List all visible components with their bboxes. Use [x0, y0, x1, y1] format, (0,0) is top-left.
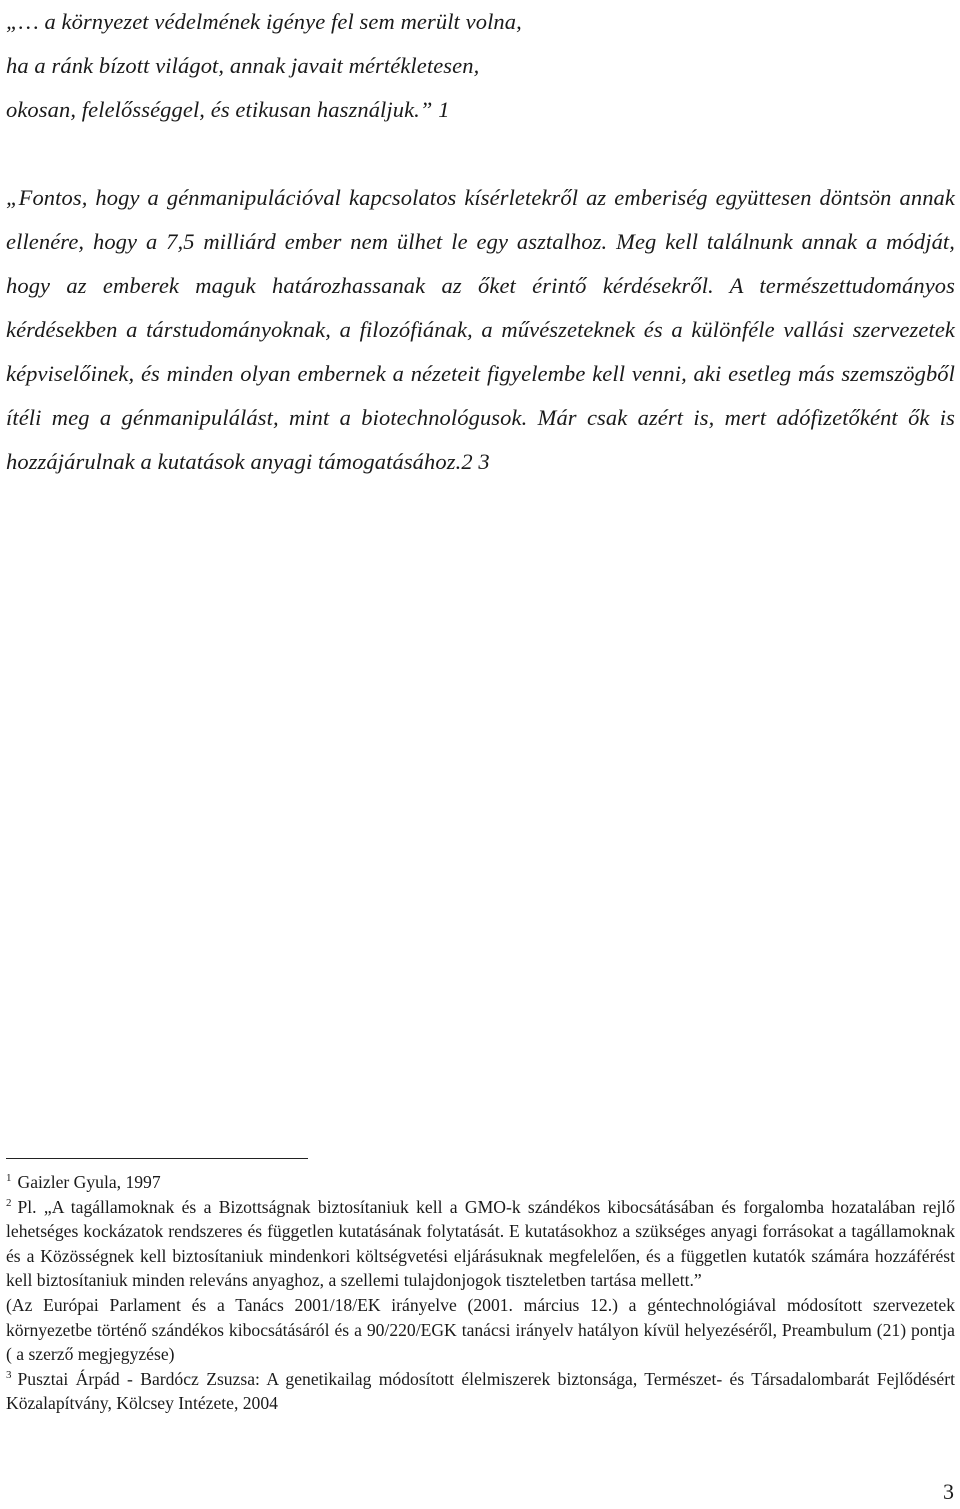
footnote-3	[6, 1367, 955, 1416]
main-text	[6, 0, 955, 484]
footnote-separator	[6, 1158, 308, 1159]
quote-line: okosan, felelősséggel, és etikusan használjuk.” 1	[6, 97, 450, 122]
quote-line: ha a ránk bízott világot, annak javait mértékletesen,	[6, 53, 480, 78]
footnote-number: 1	[6, 1172, 12, 1184]
footnote-text: Pusztai Árpád - Bardócz Zsuzsa: A genetikailag módosított élelmiszerek biztonsága, Természet- és Társadalombarát Fejlődésért Közalapítvány, Kölcsey Intézete, 2004	[6, 1368, 955, 1414]
footnote-text: Pl. „A tagállamoknak és a Bizottságnak biztosítaniuk kell a GMO-k szándékos kibocsátásában és forgalomba hozatalában rejlő lehetséges kockázatok rendszeres és független kutatásának folytatását. E kutatásokhoz a szükséges anyagi forrásokat a tagállamoknak és a Közösségnek kell biztosítaniuk mindenkori költségvetési eljárásuknak megfelelően, és a független kutatók számára hozzáférést kell biztosítaniuk minden releváns anyaghoz, a szellemi tulajdonjogok tiszteletben tartása mellett.”	[6, 1196, 955, 1291]
page-number: 3	[943, 1479, 954, 1504]
footnote-text: Gaizler Gyula, 1997	[17, 1172, 161, 1192]
footnote-number: 2	[6, 1196, 12, 1209]
footnote-1	[6, 1170, 955, 1195]
footnote-2-continuation: (Az Európai Parlament és a Tanács 2001/18/EK irányelve (2001. március 12.) a géntechnológiával módosított szervezetek környezetbe történő szándékos kibocsátásáról és a 90/220/EGK tanácsi irányelv hatályon kívül helyezéséről, Preambulum (21) pontja ( a szerző megjegyzése)	[6, 1294, 955, 1365]
quote-line: „… a környezet védelmének igénye fel sem merült volna,	[6, 9, 522, 34]
opening-quote	[6, 0, 955, 132]
body-paragraph: „Fontos, hogy a génmanipulációval kapcsolatos kísérletekről az emberiség együttesen döntsön annak ellenére, hogy a 7,5 milliárd ember nem ülhet le egy asztalhoz. Meg kell találnunk annak a módját, hogy az emberek maguk határozhassanak az őket érintő kérdésekről. A természettudományos kérdésekben a társtudományoknak, a filozófiának, a művészeteknek és a különféle vallási szervezetek képviselőinek, és minden olyan embernek a nézeteit figyelembe kell venni, aki esetleg más szemszögből ítéli meg a génmanipulálást, mint a biotechnológusok. Már csak azért is, mert adófizetőként ők is hozzájárulnak a kutatások anyagi támogatásához.2 3	[6, 185, 955, 474]
footnote-number: 3	[6, 1368, 12, 1381]
footnote-2	[6, 1195, 955, 1293]
footnotes	[6, 1170, 955, 1416]
paragraph-gap	[6, 132, 955, 176]
